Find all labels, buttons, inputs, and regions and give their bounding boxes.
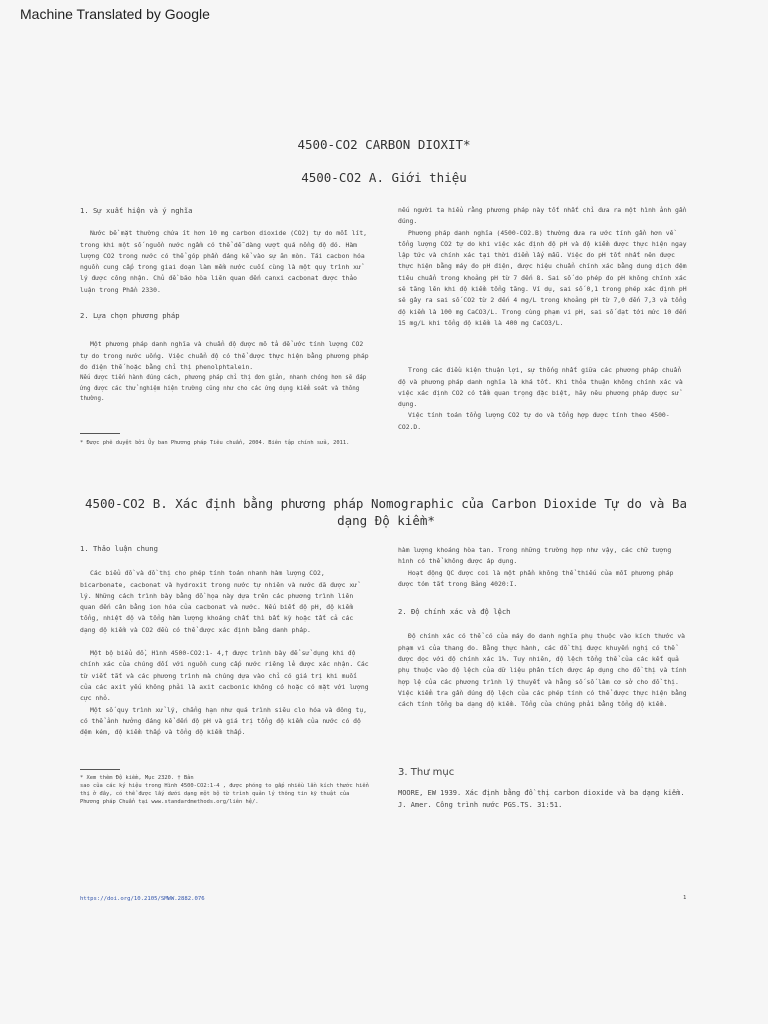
page-number: 1 xyxy=(683,895,687,901)
paragraph-treatment: Một số quy trình xử lý, chẳng hạn như quá trình siêu clo hóa và đông tụ, có thể ảnh hưởng đáng kể đến độ pH và giá trị tổng độ kiềm của nước có độ đệm kém, độ kiềm thấp và tổng độ kiềm thấp. xyxy=(80,705,368,737)
footnote-divider xyxy=(80,433,120,434)
footnote-copies: sao của các ký hiệu trong Hình 4500-CO2:1-4 , được phóng to gấp nhiều lần kích thước hiển thị ở đây, có thể được lấy dưới dạng một bộ từ trình quản lý thông tin kỹ thuật của Phương pháp Chuẩn tại www.standardmethods.org/liên hệ/. xyxy=(80,783,369,805)
paragraph-method-selection: Một phương pháp danh nghĩa và chuẩn độ được mô tả để ước tính lượng CO2 tự do trong nước uống. Việc chuẩn độ có thể được thực hiện bằng phương pháp đo điện thế hoặc bằng chỉ thị phenolphtalein. xyxy=(80,340,369,371)
section-b-right-column xyxy=(398,545,690,711)
paragraph-calculation: Việc tính toán tổng lượng CO2 tự do và tổng hợp được tính theo 4500-CO2.D. xyxy=(398,411,670,431)
paragraph-qc: Hoạt động QC được coi là một phần không thể thiếu của mỗi phương pháp được tóm tắt trong Bảng 4020:I. xyxy=(398,568,674,588)
footnote-section-b xyxy=(80,774,370,806)
paragraph-agreement: Trong các điều kiện thuận lợi, sự thống nhất giữa các phương pháp chuẩn độ và phương pháp danh nghĩa là khá tốt. Khi thỏa thuận không chính xác và việc xác định CO2 có tầm quan trọng đặc biệt, hãy nêu phương pháp được sử dụng. xyxy=(398,366,683,409)
paragraph-method-field: Nếu được tiến hành đúng cách, phương pháp chỉ thị đơn giản, nhanh chóng hơn sẽ đáp ứng được các thử nghiệm hiện trường cũng như cho các ứng dụng kiểm soát và thông thường. xyxy=(80,375,367,403)
machine-translation-banner: Machine Translated by Google xyxy=(20,6,210,22)
section-b-title: 4500-CO2 B. Xác định bằng phương pháp Nomographic của Carbon Dioxide Tự do và Ba dạng Độ kiềm* xyxy=(84,496,688,528)
heading-bibliography: 3. Thư mục xyxy=(398,767,455,778)
doi-link[interactable]: https://doi.org/10.2105/SMWW.2882.076 xyxy=(80,896,205,902)
footnote-see-also: * Xem thêm Độ kiềm, Mục 2320. † Bản xyxy=(80,775,194,781)
paragraph-figure-set: Một bộ biểu đồ, Hình 4500-CO2:1- 4,† được trình bày để sử dụng khi độ chính xác của chúng đối với nguồn cung cấp nước riêng lẻ được xác nhận. Các từ viết tắt và các phương trình mà chúng dựa vào chỉ có giá trị khi muối của các axit yếu không phải là axit cacbonic không có hoặc có mặt với lượng cực nhỏ. xyxy=(80,649,369,703)
main-title: 4500-CO2 CARBON DIOXIT* xyxy=(297,137,471,152)
section-b-left-column xyxy=(80,543,372,738)
paragraph-precision: Độ chính xác có thể có của máy đo danh nghĩa phụ thuộc vào kích thước và phạm vi của thang đo. Bằng thực hành, các đồ thị được khuyến nghị có thể được đọc với độ chính xác 1%. Tuy nhiên, độ lệch tổng thể của các kết quả phụ thuộc vào độ lệch của dữ liệu phân tích được áp dụng cho đồ thị và tính hợp lệ của các phương trình lý thuyết và hằng số số làm cơ sở cho đồ thị. Việc kiểm tra gần đúng độ lệch của các phép tính có thể được thực hiện bằng cách tính tổng ba dạng độ kiềm. Tổng của chúng phải bằng tổng độ kiềm. xyxy=(398,632,687,709)
footnote-divider-b xyxy=(80,769,120,770)
paragraph-approximation: nếu người ta hiểu rằng phương pháp này tốt nhất chỉ đưa ra một hình ảnh gần đúng. xyxy=(398,206,687,226)
section-a-title: 4500-CO2 A. Giới thiệu xyxy=(301,170,467,185)
heading-occurrence: 1. Sự xuất hiện và ý nghĩa xyxy=(80,206,193,215)
footnote-approval: * Được phê duyệt bởi Ủy ban Phương pháp Tiêu chuẩn, 2004. Biên tập chính sửa, 2011. xyxy=(80,440,350,446)
heading-method-selection: 2. Lựa chọn phương pháp xyxy=(80,311,180,321)
paragraph-mineral-content: hàm lượng khoáng hòa tan. Trong những trường hợp như vậy, các chữ tượng hình có thể không được áp dụng. xyxy=(398,546,672,566)
heading-precision-bias: 2. Độ chính xác và độ lệch xyxy=(398,607,511,617)
paragraph-nominal-method: Phương pháp danh nghĩa (4500-CO2.B) thường đưa ra ước tính gần hơn về tổng lượng CO2 tự do khi việc xác định độ pH và độ kiềm được thực hiện ngay lập tức và chính xác tại thời điểm lấy mẫu. Việc đo pH tốt nhất nên được thực hiện bằng máy đo pH điện, được hiệu chuẩn chính xác bằng dung dịch đệm tiêu chuẩn trong khoảng pH từ 7 đến 8. Sai số do phép đo pH không chính xác sẽ tăng lên khi độ kiềm tổng tăng. Ví dụ, sai số 0,1 trong phép xác định pH sẽ gây ra sai số CO2 từ 2 đến 4 mg/L trong khoảng pH từ 7,0 đến 7,3 và tổng độ kiềm là 100 mg CaCO3/L. Trong cùng phạm vi pH, sai số đạt tới mức 10 đến 15 mg/L khi tổng độ kiềm là 400 mg CaCO3/L. xyxy=(398,228,687,327)
section-a-right-column xyxy=(398,205,690,433)
section-a-left-column xyxy=(80,205,372,405)
paragraph-occurrence: Nước bề mặt thường chứa ít hơn 10 mg carbon dioxide (CO2) tự do mỗi lít, trong khi một số nguồn nước ngầm có thể dễ dàng vượt quá nồng độ đó. Hàm lượng CO2 trong nước có thể góp phần đáng kể vào sự ăn mòn. Tái cacbon hóa nguồn cung cấp trong giai đoạn làm mềm nước cuối cùng là một quy trình xử lý được công nhận. Chủ đề bão hòa liên quan đến canxi cacbonat được thảo luận trong Phần 2330. xyxy=(80,229,368,294)
heading-general-discussion: 1. Thảo luận chung xyxy=(80,544,158,553)
paragraph-nomographs: Các biểu đồ và đồ thị cho phép tính toán nhanh hàm lượng CO2, bicarbonate, cacbonat và hydroxit trong nước tự nhiên và nước đã được xử lý. Những cách trình bày bằng đồ họa này dựa trên các phương trình liên quan đến cân bằng ion hóa của cacbonat và nước. Nếu biết độ pH, độ kiềm tổng, nhiệt độ và tổng hàm lượng khoáng chất thì bất kỳ hoặc tất cả các dạng độ kiềm và CO2 đều có thể được xác định bằng danh pháp. xyxy=(80,569,358,634)
bibliography-reference: MOORE, EW 1939. Xác định bằng đồ thị carbon dioxide và ba dạng kiềm. J. Amer. Công trình nước PGS.TS. 31:51. xyxy=(398,789,685,809)
